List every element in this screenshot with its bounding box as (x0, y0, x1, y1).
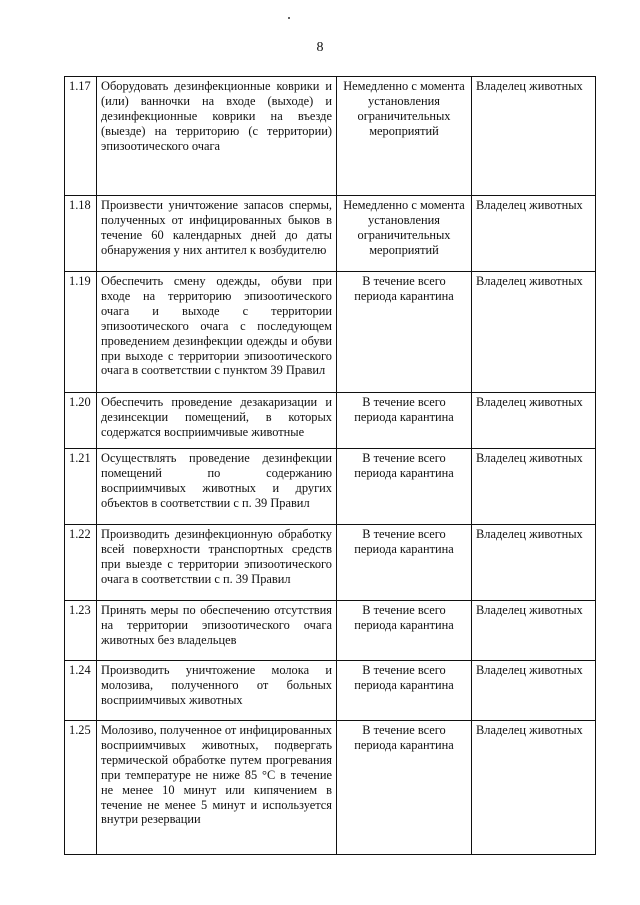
table-row (65, 601, 596, 661)
row-term: Немедленно с момента установления ограничительных мероприятий (337, 77, 472, 196)
row-responsible: Владелец животных (472, 77, 596, 196)
row-term: В течение всего периода карантина (337, 393, 472, 449)
table-row (65, 449, 596, 525)
row-responsible: Владелец животных (472, 525, 596, 601)
row-term: В течение всего периода карантина (337, 661, 472, 721)
row-term: В течение всего периода карантина (337, 721, 472, 855)
table-row (65, 525, 596, 601)
row-action: Оборудовать дезинфекционные коврики и (или) ванночки на входе (выходе) и дезинфекционные коврики на въезде (выезде) на территорию (с территории) эпизоотического очага (97, 77, 337, 196)
row-action: Обеспечить смену одежды, обуви при входе на территорию эпизоотического очага и выходе с территории эпизоотического очага с последующем проведением дезинфекции одежды и обуви при выходе с территории эпизоотического очага в соответствии с пунктом 39 Правил (97, 272, 337, 393)
row-term: В течение всего периода карантина (337, 449, 472, 525)
row-number: 1.25 (65, 721, 97, 855)
row-number: 1.22 (65, 525, 97, 601)
row-number: 1.20 (65, 393, 97, 449)
row-responsible: Владелец животных (472, 449, 596, 525)
table-row (65, 77, 596, 196)
row-number: 1.21 (65, 449, 97, 525)
row-term: Немедленно с момента установления ограничительных мероприятий (337, 196, 472, 272)
row-responsible: Владелец животных (472, 661, 596, 721)
scan-speck (288, 17, 290, 19)
table-row (65, 196, 596, 272)
row-term: В течение всего периода карантина (337, 525, 472, 601)
page-number: 8 (316, 40, 324, 55)
row-action: Принять меры по обеспечению отсутствия на территории эпизоотического очага животных без владельцев (97, 601, 337, 661)
row-action: Производить дезинфекционную обработку всей поверхности транспортных средств при выезде с территории эпизоотического очага в соответствии с п. 39 Правил (97, 525, 337, 601)
row-number: 1.18 (65, 196, 97, 272)
table-row (65, 721, 596, 855)
row-responsible: Владелец животных (472, 196, 596, 272)
row-term: В течение всего периода карантина (337, 272, 472, 393)
row-term: В течение всего периода карантина (337, 601, 472, 661)
table-row (65, 661, 596, 721)
row-number: 1.19 (65, 272, 97, 393)
row-action: Производить уничтожение молока и молозива, полученного от больных восприимчивых животных (97, 661, 337, 721)
row-action: Обеспечить проведение дезакаризации и дезинсекции помещений, в которых содержатся восприимчивые животные (97, 393, 337, 449)
row-responsible: Владелец животных (472, 393, 596, 449)
row-action: Молозиво, полученное от инфицированных восприимчивых животных, подвергать термической обработке путем прогревания при температуре не ниже 85 °С в течение не менее 10 минут или кипячением в течение не менее 5 минут и используется внутри резервации (97, 721, 337, 855)
row-action: Произвести уничтожение запасов спермы, полученных от инфицированных быков в течение 60 календарных дней до даты обнаружения у них антител к возбудителю (97, 196, 337, 272)
table-row (65, 393, 596, 449)
table-row (65, 272, 596, 393)
row-action: Осуществлять проведение дезинфекции помещений по содержанию восприимчивых животных и других объектов в соответствии с п. 39 Правил (97, 449, 337, 525)
row-number: 1.24 (65, 661, 97, 721)
row-responsible: Владелец животных (472, 601, 596, 661)
measures-table (64, 76, 596, 855)
row-responsible: Владелец животных (472, 272, 596, 393)
row-responsible: Владелец животных (472, 721, 596, 855)
row-number: 1.17 (65, 77, 97, 196)
row-number: 1.23 (65, 601, 97, 661)
